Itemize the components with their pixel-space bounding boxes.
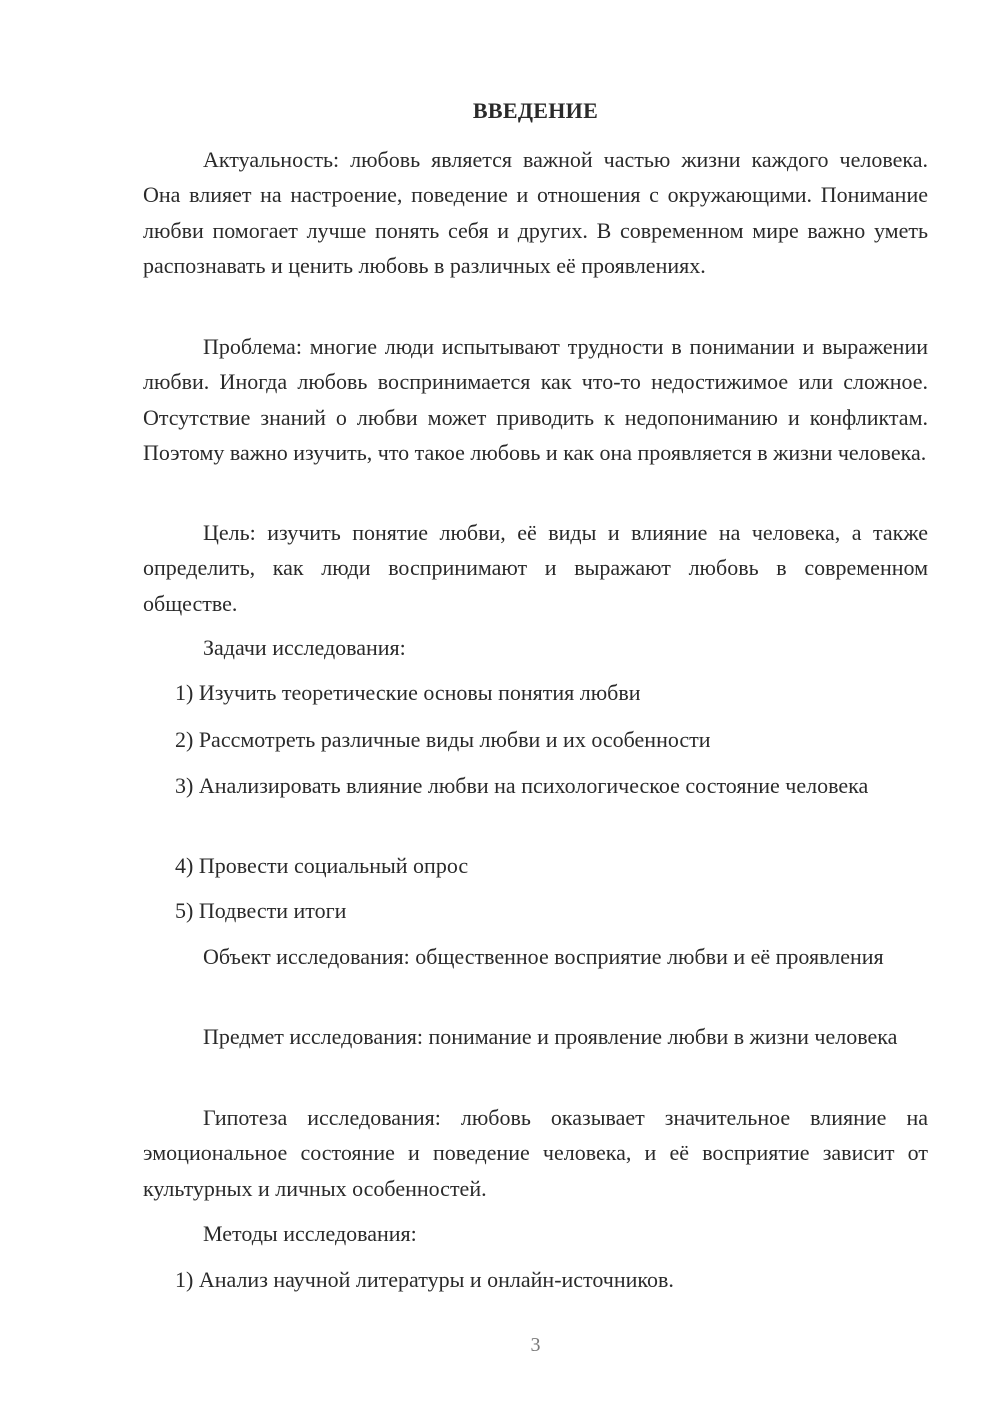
- methods-title: Методы исследования:: [203, 1221, 417, 1246]
- method-item: 1) Анализ научной литературы и онлайн-источников.: [175, 1267, 674, 1292]
- tasks-title: Задачи исследования:: [203, 635, 406, 660]
- page-number: 3: [530, 1334, 541, 1356]
- task-item: 1) Изучить теоретические основы понятия любви: [175, 680, 641, 705]
- task-item: 2) Рассмотреть различные виды любви и их особенности: [175, 727, 711, 752]
- task-item: 3) Анализировать влияние любви на психологическое состояние человека: [175, 773, 869, 798]
- section-heading: ВВЕДЕНИЕ: [472, 98, 599, 123]
- problem-paragraph: Проблема: многие люди испытывают трудности в понимании и выражении любви. Иногда любовь воспринимается как что-то недостижимое или сложное. Отсутствие знаний о любви может приводить к недопониманию и конфликтам. Поэтому важно изучить, что такое любовь и как она проявляется в жизни человека.: [143, 334, 928, 466]
- hypothesis-paragraph: Гипотеза исследования: любовь оказывает значительное влияние на эмоциональное состояние и поведение человека, и её восприятие зависит от культурных и личных особенностей.: [143, 1105, 928, 1201]
- object-paragraph: Объект исследования: общественное восприятие любви и её проявления: [203, 944, 884, 969]
- subject-paragraph: Предмет исследования: понимание и проявление любви в жизни человека: [203, 1024, 898, 1049]
- task-item: 4) Провести социальный опрос: [175, 853, 469, 878]
- task-item: 5) Подвести итоги: [175, 898, 347, 923]
- document-page: [143, 0, 928, 1414]
- goal-paragraph: Цель: изучить понятие любви, её виды и влияние на человека, а также определить, как люди воспринимают и выражают любовь в современном обществе.: [143, 520, 928, 616]
- relevance-paragraph: Актуальность: любовь является важной частью жизни каждого человека. Она влияет на настроение, поведение и отношения с окружающими. Понимание любви помогает лучше понять себя и других. В современном мире важно уметь распознавать и ценить любовь в различных её проявлениях.: [143, 147, 928, 279]
